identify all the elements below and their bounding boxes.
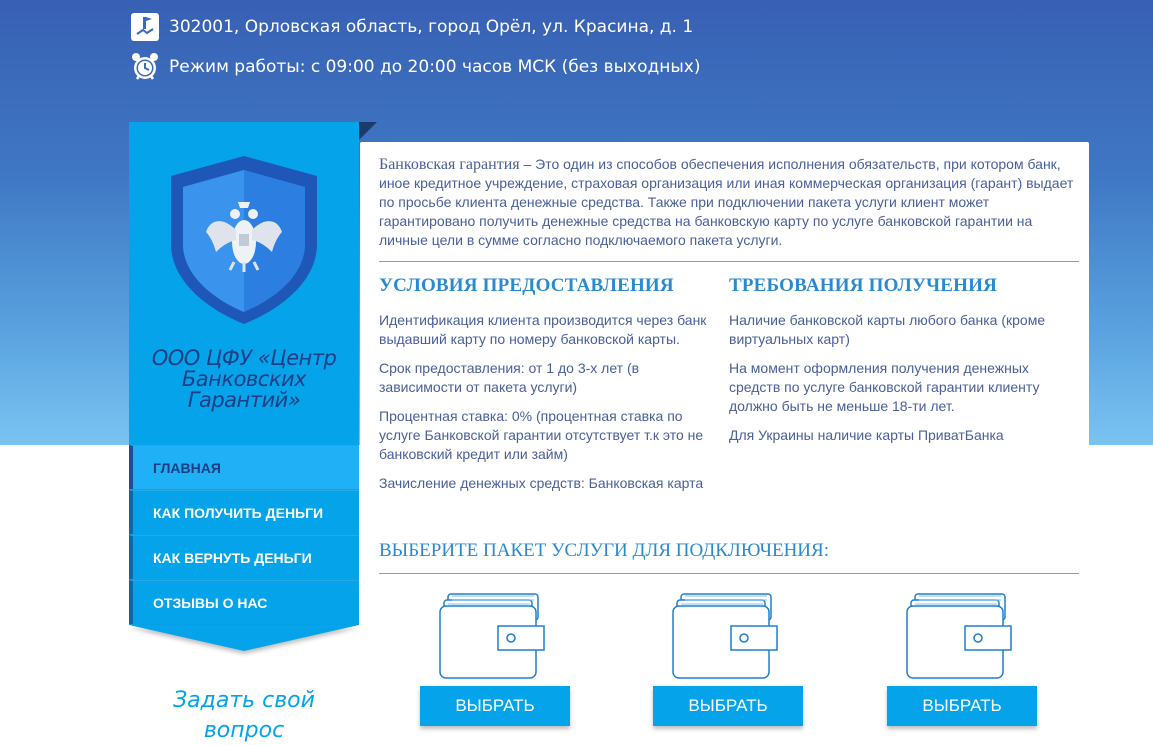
requirement-item: Для Украины наличие карты ПриватБанка <box>729 427 1004 443</box>
company-name-line: Гарантий» <box>187 388 301 412</box>
select-package-button[interactable]: ВЫБРАТЬ <box>653 686 803 726</box>
main-menu <box>129 445 359 625</box>
package-card <box>887 582 1037 732</box>
menu-item-reviews[interactable]: ОТЗЫВЫ О НАС <box>129 580 359 624</box>
menu-item-how-to-return-money[interactable]: КАК ВЕРНУТЬ ДЕНЬГИ <box>129 535 359 579</box>
hours-text: Режим работы: с 09:00 до 20:00 часов МСК (без выходных) <box>169 57 701 77</box>
divider <box>379 261 1079 262</box>
map-pin-icon <box>130 12 160 42</box>
requirements-title: ТРЕБОВАНИЯ ПОЛУЧЕНИЯ <box>729 275 997 296</box>
company-name-line: ООО ЦФУ «Центр <box>151 346 337 370</box>
condition-item: Зачисление денежных средств: Банковская карта <box>379 475 704 491</box>
conditions-title: УСЛОВИЯ ПРЕДОСТАВЛЕНИЯ <box>379 275 674 296</box>
sidebar-ribbon-end <box>129 625 359 651</box>
condition-item: Срок предоставления: от 1 до 3-х лет (в зависимости от пакета услуги) <box>379 360 640 395</box>
ask-question-link[interactable] <box>129 686 359 745</box>
select-package-title: ВЫБЕРИТЕ ПАКЕТ УСЛУГИ ДЛЯ ПОДКЛЮЧЕНИЯ: <box>379 540 829 561</box>
wallet-icon <box>438 586 548 686</box>
hours-line <box>130 52 701 82</box>
address-line <box>130 12 693 42</box>
company-name-line: Банковских <box>181 367 307 391</box>
requirements-column <box>729 275 1069 455</box>
conditions-column <box>379 275 719 503</box>
condition-item: Идентификация клиента производится через банк выдавший карту по номеру банковской карты. <box>379 312 707 347</box>
ask-question-line: Задать свой <box>173 688 315 713</box>
sidebar <box>129 122 359 652</box>
alarm-clock-icon <box>130 52 160 82</box>
company-name <box>129 348 359 411</box>
requirement-item: Наличие банковской карты любого банка (кроме виртуальных карт) <box>729 312 1046 347</box>
package-card <box>420 582 570 732</box>
main-content <box>360 142 1089 745</box>
shield-logo <box>167 152 321 327</box>
ask-question-line: вопрос <box>203 718 285 743</box>
sidebar-fold <box>359 122 377 140</box>
intro-text: – Это один из способов обеспечения исполнения обязательств, при котором банк, иное кредитное учреждение, страховая организация или иная коммерческая организация (гарант) выдает по просьбе клиента денежные средства. Также при подключении пакета услуги клиент может гарантировано получить денежные средства на банковскую карту по услуге банковской гарантии на личные цели в сумме согласно подключаемого пакета услуги. <box>379 156 1074 248</box>
requirement-item: На момент оформления получения денежных средств по услуге банковской гарантии клиенту должно быть не меньше 18-ти лет. <box>729 360 1040 414</box>
wallet-icon <box>671 586 781 686</box>
select-package-button[interactable]: ВЫБРАТЬ <box>887 686 1037 726</box>
menu-item-how-to-get-money[interactable]: КАК ПОЛУЧИТЬ ДЕНЬГИ <box>129 490 359 534</box>
intro-term: Банковская гарантия <box>379 156 520 173</box>
address-text: 302001, Орловская область, город Орёл, ул. Красина, д. 1 <box>169 17 694 37</box>
wallet-icon <box>905 586 1015 686</box>
intro-paragraph <box>379 155 1079 250</box>
condition-item: Процентная ставка: 0% (процентная ставка по услуге Банковской гарантии отсутствует т.к это не банковский кредит или займ) <box>379 408 704 462</box>
package-card <box>653 582 803 732</box>
divider <box>379 573 1079 574</box>
select-package-button[interactable]: ВЫБРАТЬ <box>420 686 570 726</box>
menu-item-main[interactable]: ГЛАВНАЯ <box>129 445 359 489</box>
